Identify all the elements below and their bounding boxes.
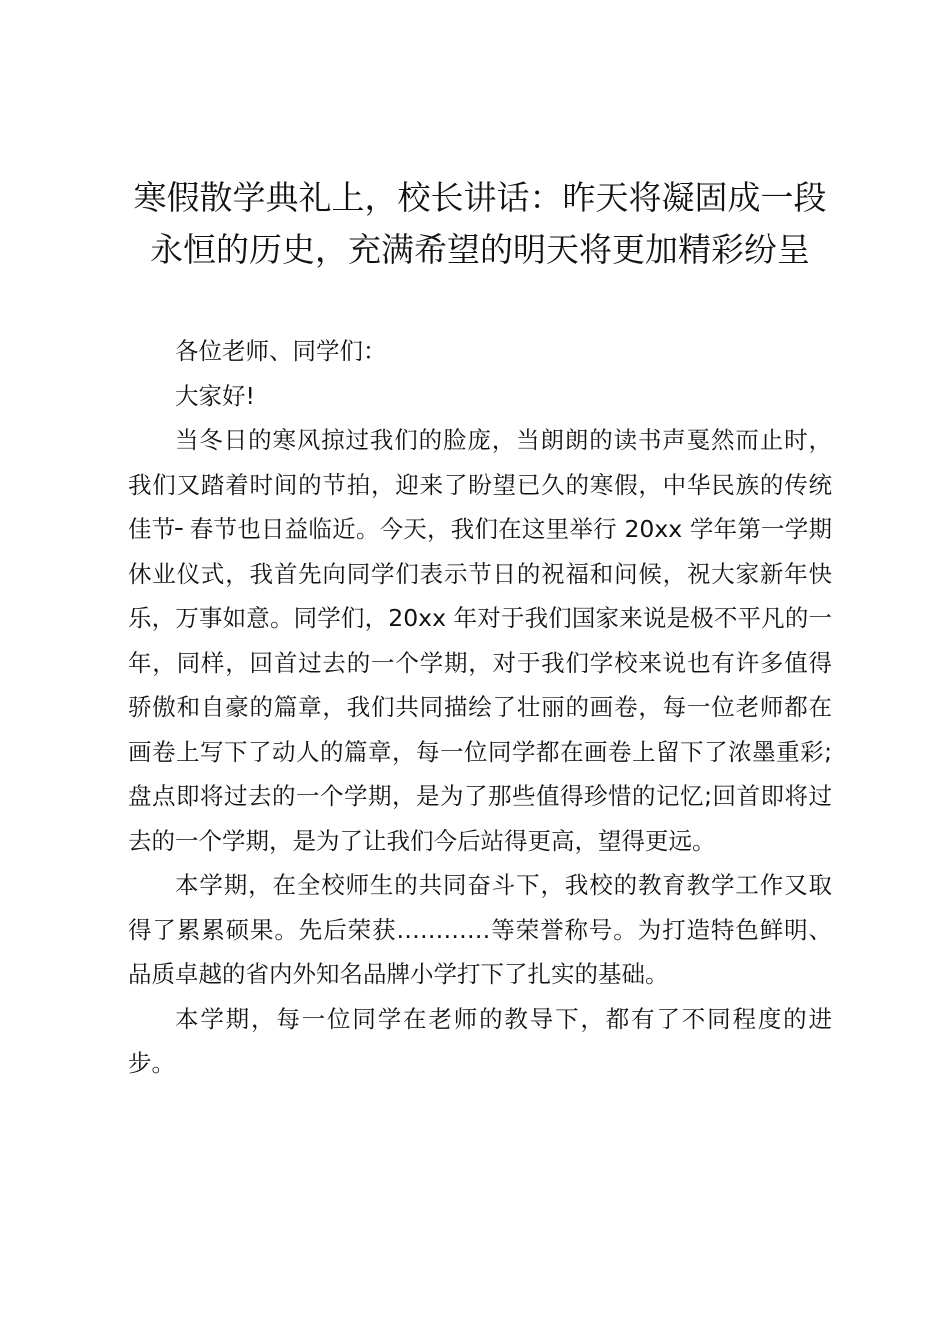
hello-paragraph: 大家好! (175, 381, 255, 410)
body-paragraph: 本学期，每一位同学在老师的教导下，都有了不同程度的进步。 (128, 1004, 832, 1077)
body-paragraph: 本学期，在全校师生的共同奋斗下，我校的教育教学工作又取得了累累硕果。先后荣获…………等荣誉称号。为打造特色鲜明、品质卓越的省内外知名品牌小学打下了扎实的基础。 (128, 871, 832, 988)
document-title: 寒假散学典礼上，校长讲话：昨天将凝固成一段永恒的历史，充满希望的明天将更加精彩纷呈 (133, 178, 827, 269)
document-body (128, 329, 832, 1086)
body-paragraph: 当冬日的寒风掠过我们的脸庞，当朗朗的读书声戛然而止时，我们又踏着时间的节拍，迎来了盼望已久的寒假，中华民族的传统佳节╴春节也日益临近。今天，我们在这里举行 20xx 学年第一学期休业仪式，我首先向同学们表示节日的祝福和问候，祝大家新年快乐，万事如意。同学们，20xx 年对于我们国家来说是极不平凡的一年，同样，回首过去的一个学期，对于我们学校来说也有许多值得骄傲和自豪的篇章，我们共同描绘了壮丽的画卷，每一位老师都在画卷上写下了动人的篇章，每一位同学都在画卷上留下了浓墨重彩;盘点即将过去的一个学期，是为了那些值得珍惜的记忆;回首即将过去的一个学期，是为了让我们今后站得更高，望得更远。 (128, 426, 832, 855)
greeting-paragraph: 各位老师、同学们： (175, 337, 387, 365)
